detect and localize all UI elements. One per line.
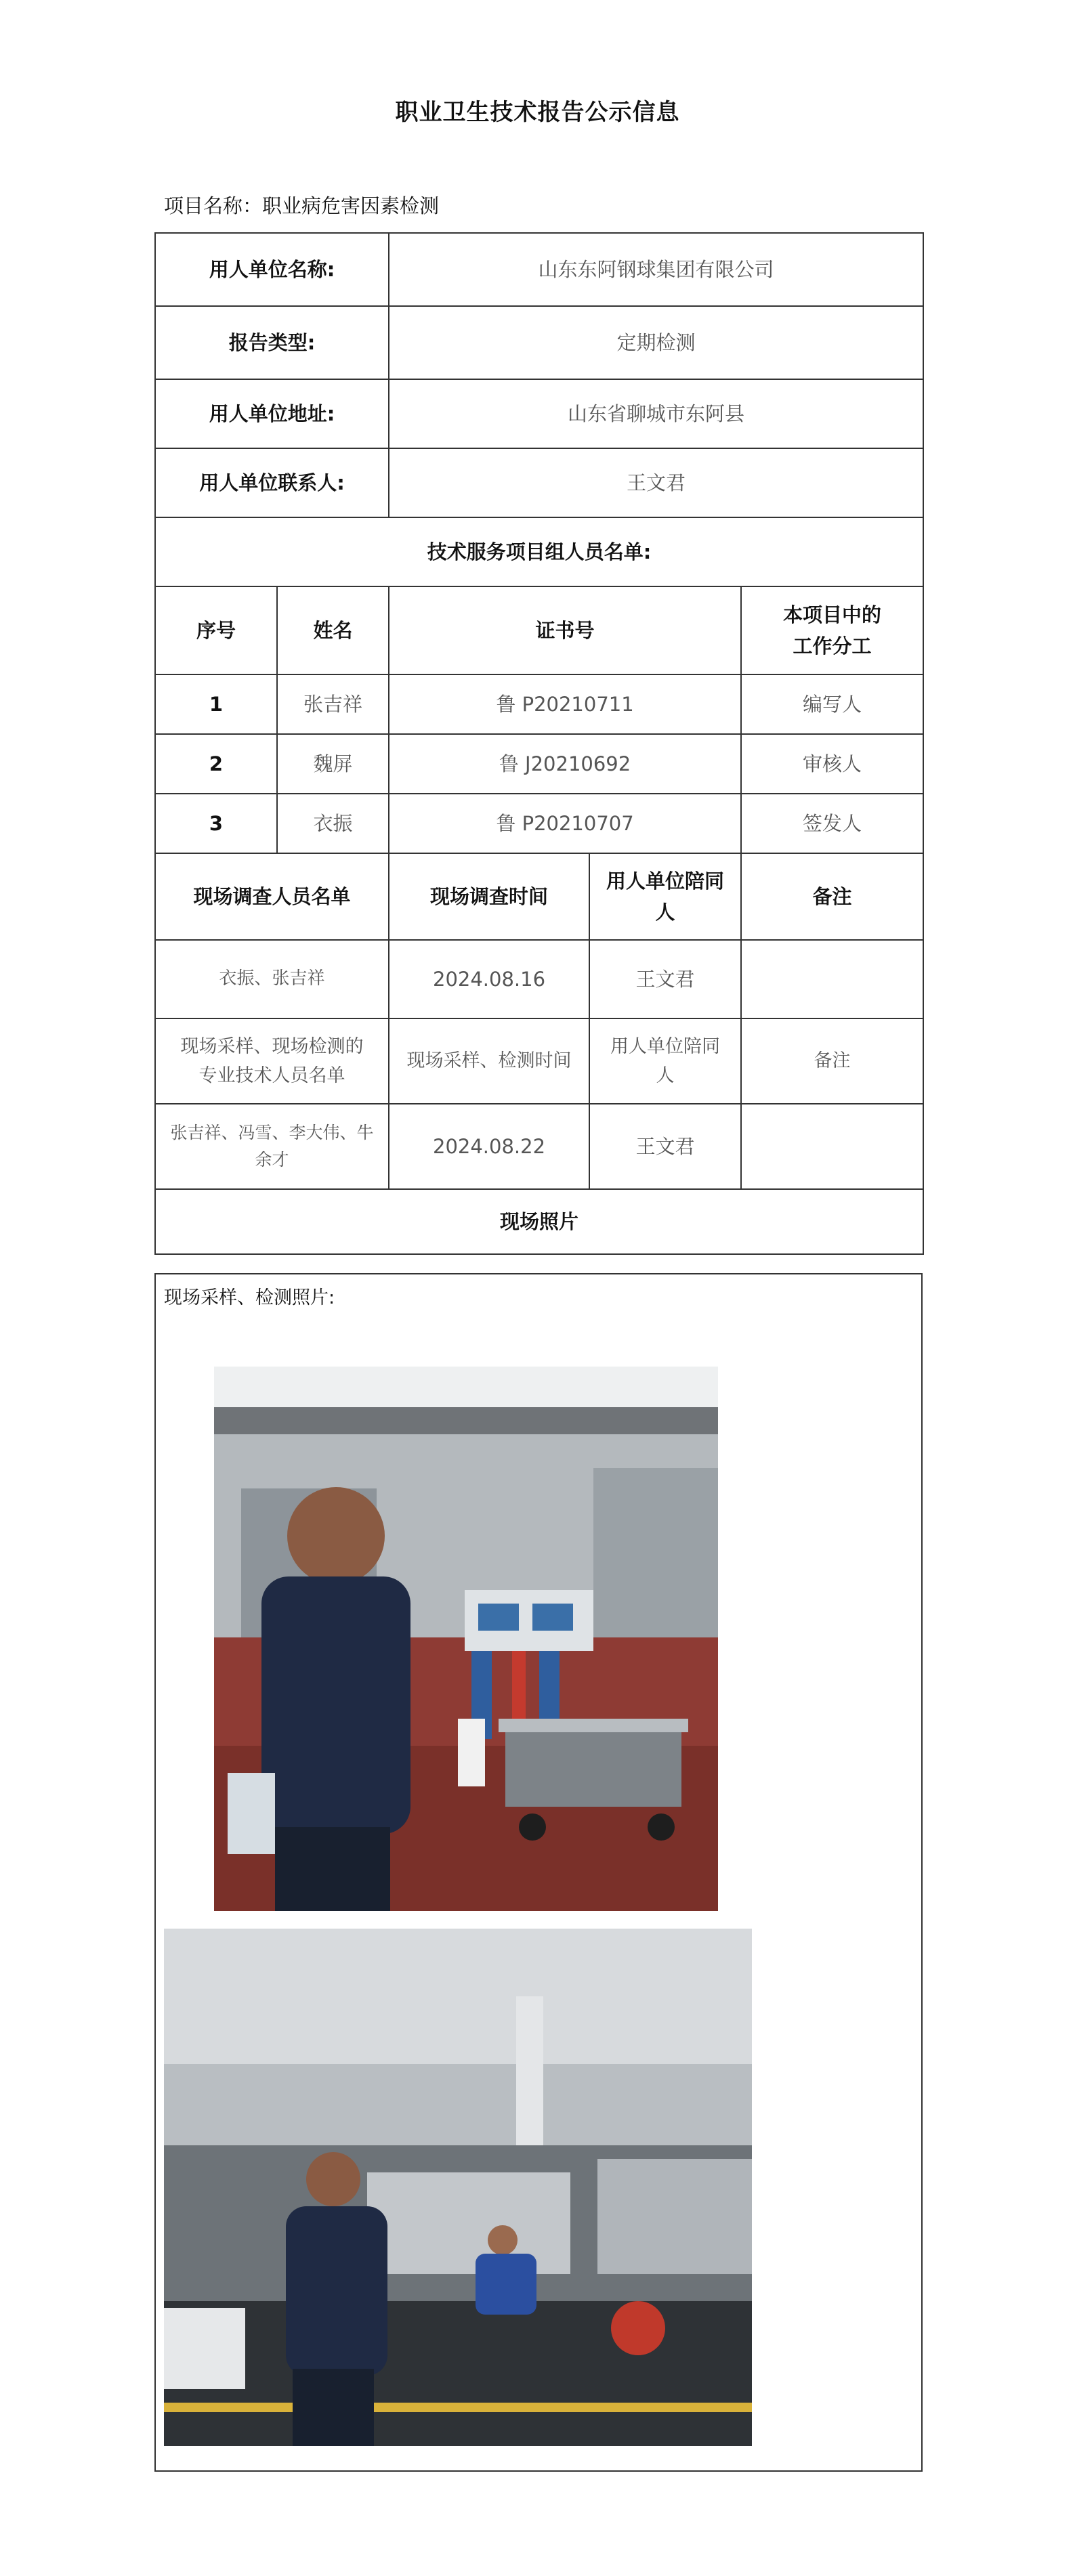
team-row-name: 张吉祥 [277, 674, 389, 734]
company-address-label: 用人单位地址: [155, 379, 389, 448]
site-photo-2-image [164, 1929, 752, 2446]
survey-header-note: 备注 [741, 853, 923, 940]
survey-header-time: 现场调查时间 [389, 853, 589, 940]
sampling-header-staff-line1: 现场采样、现场检测的 [180, 1035, 364, 1057]
sampling-header-companion [589, 1018, 741, 1104]
photo-section [154, 1273, 923, 2472]
company-contact-value: 王文君 [389, 448, 923, 517]
team-row-no: 3 [155, 794, 277, 853]
report-info-table [154, 232, 924, 1255]
project-name [164, 191, 439, 219]
photos-heading: 现场照片 [155, 1189, 923, 1254]
sampling-header-note: 备注 [741, 1018, 923, 1104]
team-header-role-line2: 工作分工 [793, 635, 872, 658]
team-row-cert: 鲁 J20210692 [389, 734, 741, 794]
team-row-no: 1 [155, 674, 277, 734]
survey-header-companion-line1: 用人单位陪同 [606, 869, 725, 893]
site-photo-1 [214, 1367, 718, 1911]
survey-note [741, 940, 923, 1018]
survey-header-row [155, 853, 923, 940]
sampling-header-companion-line1: 用人单位陪同 [610, 1035, 721, 1057]
company-name-value: 山东东阿钢球集团有限公司 [389, 233, 923, 306]
sampling-note [741, 1104, 923, 1189]
team-heading-row [155, 517, 923, 586]
project-name-label: 项目名称： [164, 194, 263, 217]
sampling-row [155, 1104, 923, 1189]
sampling-staff [155, 1104, 389, 1189]
report-type-label: 报告类型: [155, 306, 389, 379]
info-row-contact [155, 448, 923, 517]
survey-companion: 王文君 [589, 940, 741, 1018]
site-photo-2 [164, 1929, 752, 2446]
site-photo-1-image [214, 1367, 718, 1911]
team-header-role-line1: 本项目中的 [783, 603, 882, 626]
team-row [155, 794, 923, 853]
survey-header-staff: 现场调查人员名单 [155, 853, 389, 940]
team-row-role: 签发人 [741, 794, 923, 853]
survey-header-companion [589, 853, 741, 940]
sampling-header-staff-line2: 专业技术人员名单 [198, 1065, 345, 1086]
sampling-header-staff [155, 1018, 389, 1104]
survey-time: 2024.08.16 [389, 940, 589, 1018]
team-row-name: 魏屏 [277, 734, 389, 794]
project-name-value: 职业病危害因素检测 [262, 194, 440, 217]
sampling-header-companion-line2: 人 [656, 1065, 675, 1086]
page-title: 职业卫生技术报告公示信息 [395, 99, 680, 126]
photos-heading-row [155, 1189, 923, 1254]
survey-staff: 衣振、张吉祥 [155, 940, 389, 1018]
team-row-role: 编写人 [741, 674, 923, 734]
photo-section-label: 现场采样、检测照片: [164, 1287, 335, 1308]
sampling-header-row [155, 1018, 923, 1104]
info-row-report-type [155, 306, 923, 379]
team-header-role [741, 586, 923, 674]
team-header-row [155, 586, 923, 674]
team-row [155, 674, 923, 734]
team-header-name: 姓名 [277, 586, 389, 674]
team-row-cert: 鲁 P20210707 [389, 794, 741, 853]
team-row-no: 2 [155, 734, 277, 794]
team-header-cert: 证书号 [389, 586, 741, 674]
survey-header-companion-line2: 人 [655, 901, 675, 924]
company-address-value: 山东省聊城市东阿县 [389, 379, 923, 448]
sampling-staff-line1: 张吉祥、冯雪、李大伟、牛 [170, 1123, 374, 1142]
info-row-company [155, 233, 923, 306]
team-row-cert: 鲁 P20210711 [389, 674, 741, 734]
sampling-header-time: 现场采样、检测时间 [389, 1018, 589, 1104]
report-type-value: 定期检测 [389, 306, 923, 379]
sampling-companion: 王文君 [589, 1104, 741, 1189]
sampling-time: 2024.08.22 [389, 1104, 589, 1189]
team-row-name: 衣振 [277, 794, 389, 853]
team-row-role: 审核人 [741, 734, 923, 794]
info-row-address [155, 379, 923, 448]
company-name-label: 用人单位名称: [155, 233, 389, 306]
team-heading: 技术服务项目组人员名单: [155, 517, 923, 586]
team-header-no: 序号 [155, 586, 277, 674]
company-contact-label: 用人单位联系人: [155, 448, 389, 517]
team-row [155, 734, 923, 794]
sampling-staff-line2: 余才 [255, 1150, 289, 1169]
survey-row [155, 940, 923, 1018]
